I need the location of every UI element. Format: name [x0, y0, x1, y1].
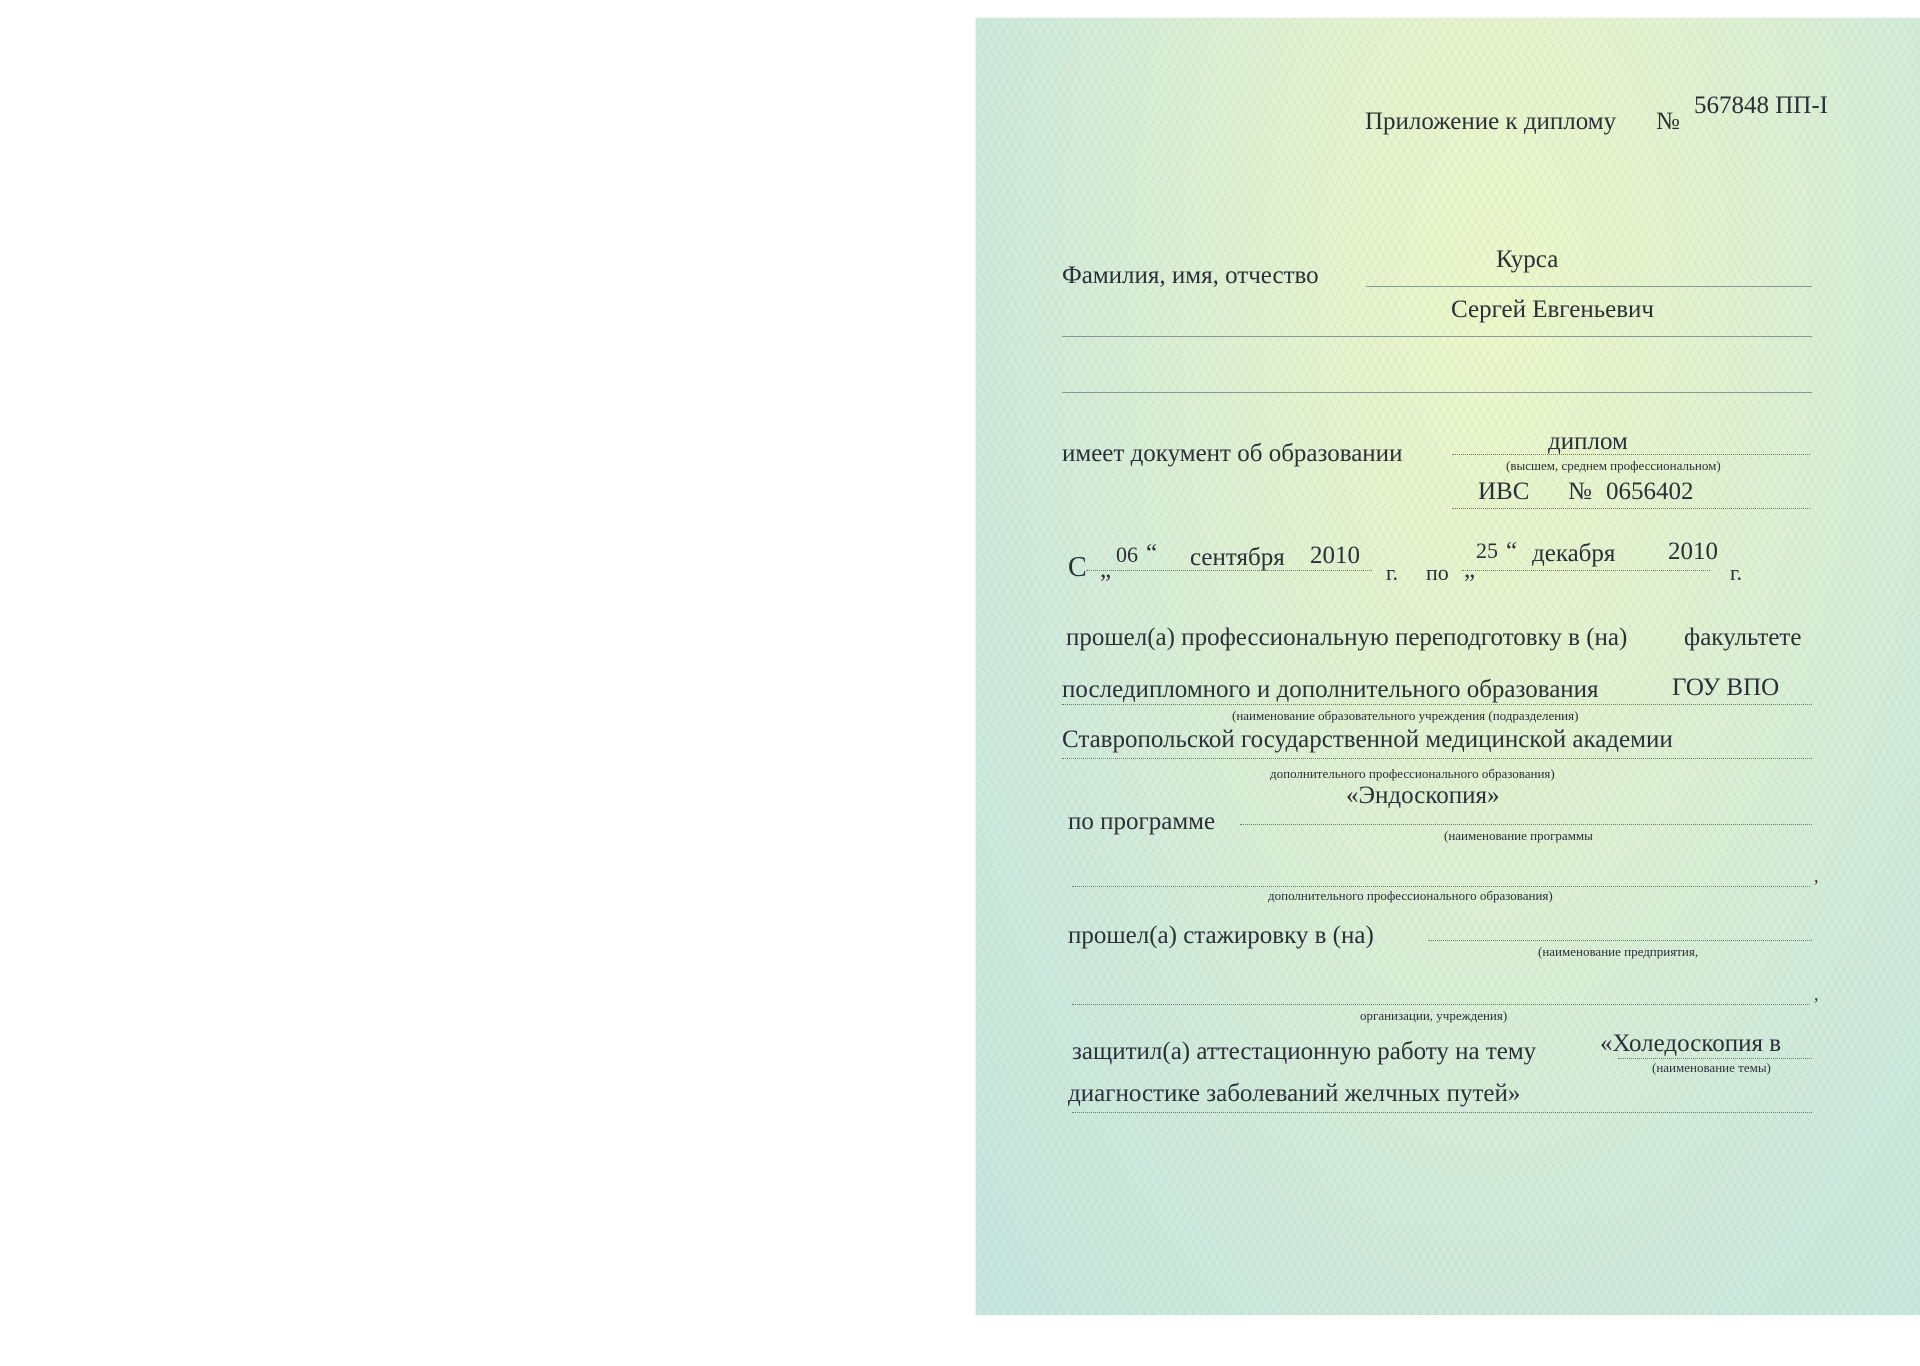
internship-label: прошел(а) стажировку в (на) [1068, 922, 1374, 949]
program-hint-2: дополнительного профессионального образования) [1268, 888, 1553, 903]
thesis-hint: (наименование темы) [1652, 1060, 1771, 1075]
retraining-faculty-underline [1062, 704, 1812, 705]
internship-line [1428, 940, 1812, 941]
period-from-day: 06 [1116, 542, 1138, 567]
name-line-2 [1062, 336, 1812, 337]
retraining-hint-2: дополнительного профессионального образования) [1270, 766, 1555, 781]
full-name-label: Фамилия, имя, отчество [1062, 262, 1319, 289]
retraining-faculty-line: последипломного и дополнительного образования [1062, 676, 1599, 703]
retraining-label: прошел(а) профессиональную переподготовку в (на) [1066, 624, 1628, 651]
period-to-suffix: г. [1730, 560, 1743, 585]
education-number-sign: № [1568, 478, 1592, 505]
document-title: Приложение к диплому [1365, 108, 1617, 135]
program-line [1240, 824, 1812, 825]
program-hint-1: (наименование программы [1444, 828, 1593, 843]
period-to-month: декабря [1532, 540, 1616, 567]
thesis-value-line-1: «Холедоскопия в [1600, 1030, 1782, 1057]
thesis-line-2 [1072, 1112, 1812, 1113]
retraining-org-short: ГОУ ВПО [1672, 674, 1780, 701]
appendix-number: 567848 ПП-I [1694, 92, 1829, 119]
thesis-value-line-2: диагностике заболеваний желчных путей» [1068, 1080, 1521, 1107]
program-value: «Эндоскопия» [1346, 782, 1500, 809]
education-series: ИВС [1478, 478, 1530, 505]
period-to-line [1462, 570, 1710, 571]
given-name-value: Сергей Евгеньевич [1451, 296, 1654, 323]
period-to-quote-close: “ [1506, 538, 1518, 565]
retraining-academy-underline [1062, 758, 1812, 759]
education-doc-label: имеет документ об образовании [1062, 440, 1403, 467]
internship-hint-2: организации, учреждения) [1360, 1008, 1508, 1023]
number-sign: № [1656, 108, 1680, 135]
program-label: по программе [1068, 808, 1216, 835]
education-doc-line [1452, 454, 1810, 455]
education-doc-type: диплом [1548, 428, 1628, 455]
education-doc-hint: (высшем, среднем профессиональном) [1506, 458, 1721, 473]
period-from-prefix: С [1068, 552, 1087, 583]
surname-value: Курса [1496, 246, 1559, 273]
program-line-2 [1072, 886, 1810, 887]
period-to-prefix: по [1426, 560, 1449, 585]
period-from-year: 2010 [1310, 542, 1360, 569]
program-comma: , [1814, 866, 1819, 886]
retraining-hint-1: (наименование образовательного учреждения (подразделения) [1232, 708, 1579, 723]
period-from-line [1086, 570, 1372, 571]
diploma-appendix-page [976, 18, 1920, 1315]
thesis-label: защитил(а) аттестационную работу на тему [1072, 1038, 1537, 1065]
period-from-quote-open: „ [1100, 556, 1112, 583]
thesis-line [1618, 1058, 1812, 1059]
retraining-faculty-word: факультете [1684, 624, 1802, 651]
surname-line [1366, 286, 1812, 287]
period-from-month: сентября [1190, 544, 1285, 571]
internship-hint-1: (наименование предприятия, [1538, 944, 1699, 959]
education-number-line [1452, 508, 1810, 509]
period-to-year: 2010 [1668, 538, 1718, 565]
period-to-day: 25 [1476, 538, 1498, 563]
name-line-3 [1062, 392, 1812, 393]
internship-comma: , [1814, 984, 1819, 1004]
period-to-quote-open: „ [1464, 556, 1476, 583]
period-year-suffix: г. [1386, 560, 1399, 585]
retraining-academy: Ставропольской государственной медицинской академии [1062, 726, 1673, 753]
period-from-quote-close: “ [1146, 540, 1158, 567]
education-number: 0656402 [1606, 478, 1694, 505]
internship-line-2 [1072, 1004, 1810, 1005]
